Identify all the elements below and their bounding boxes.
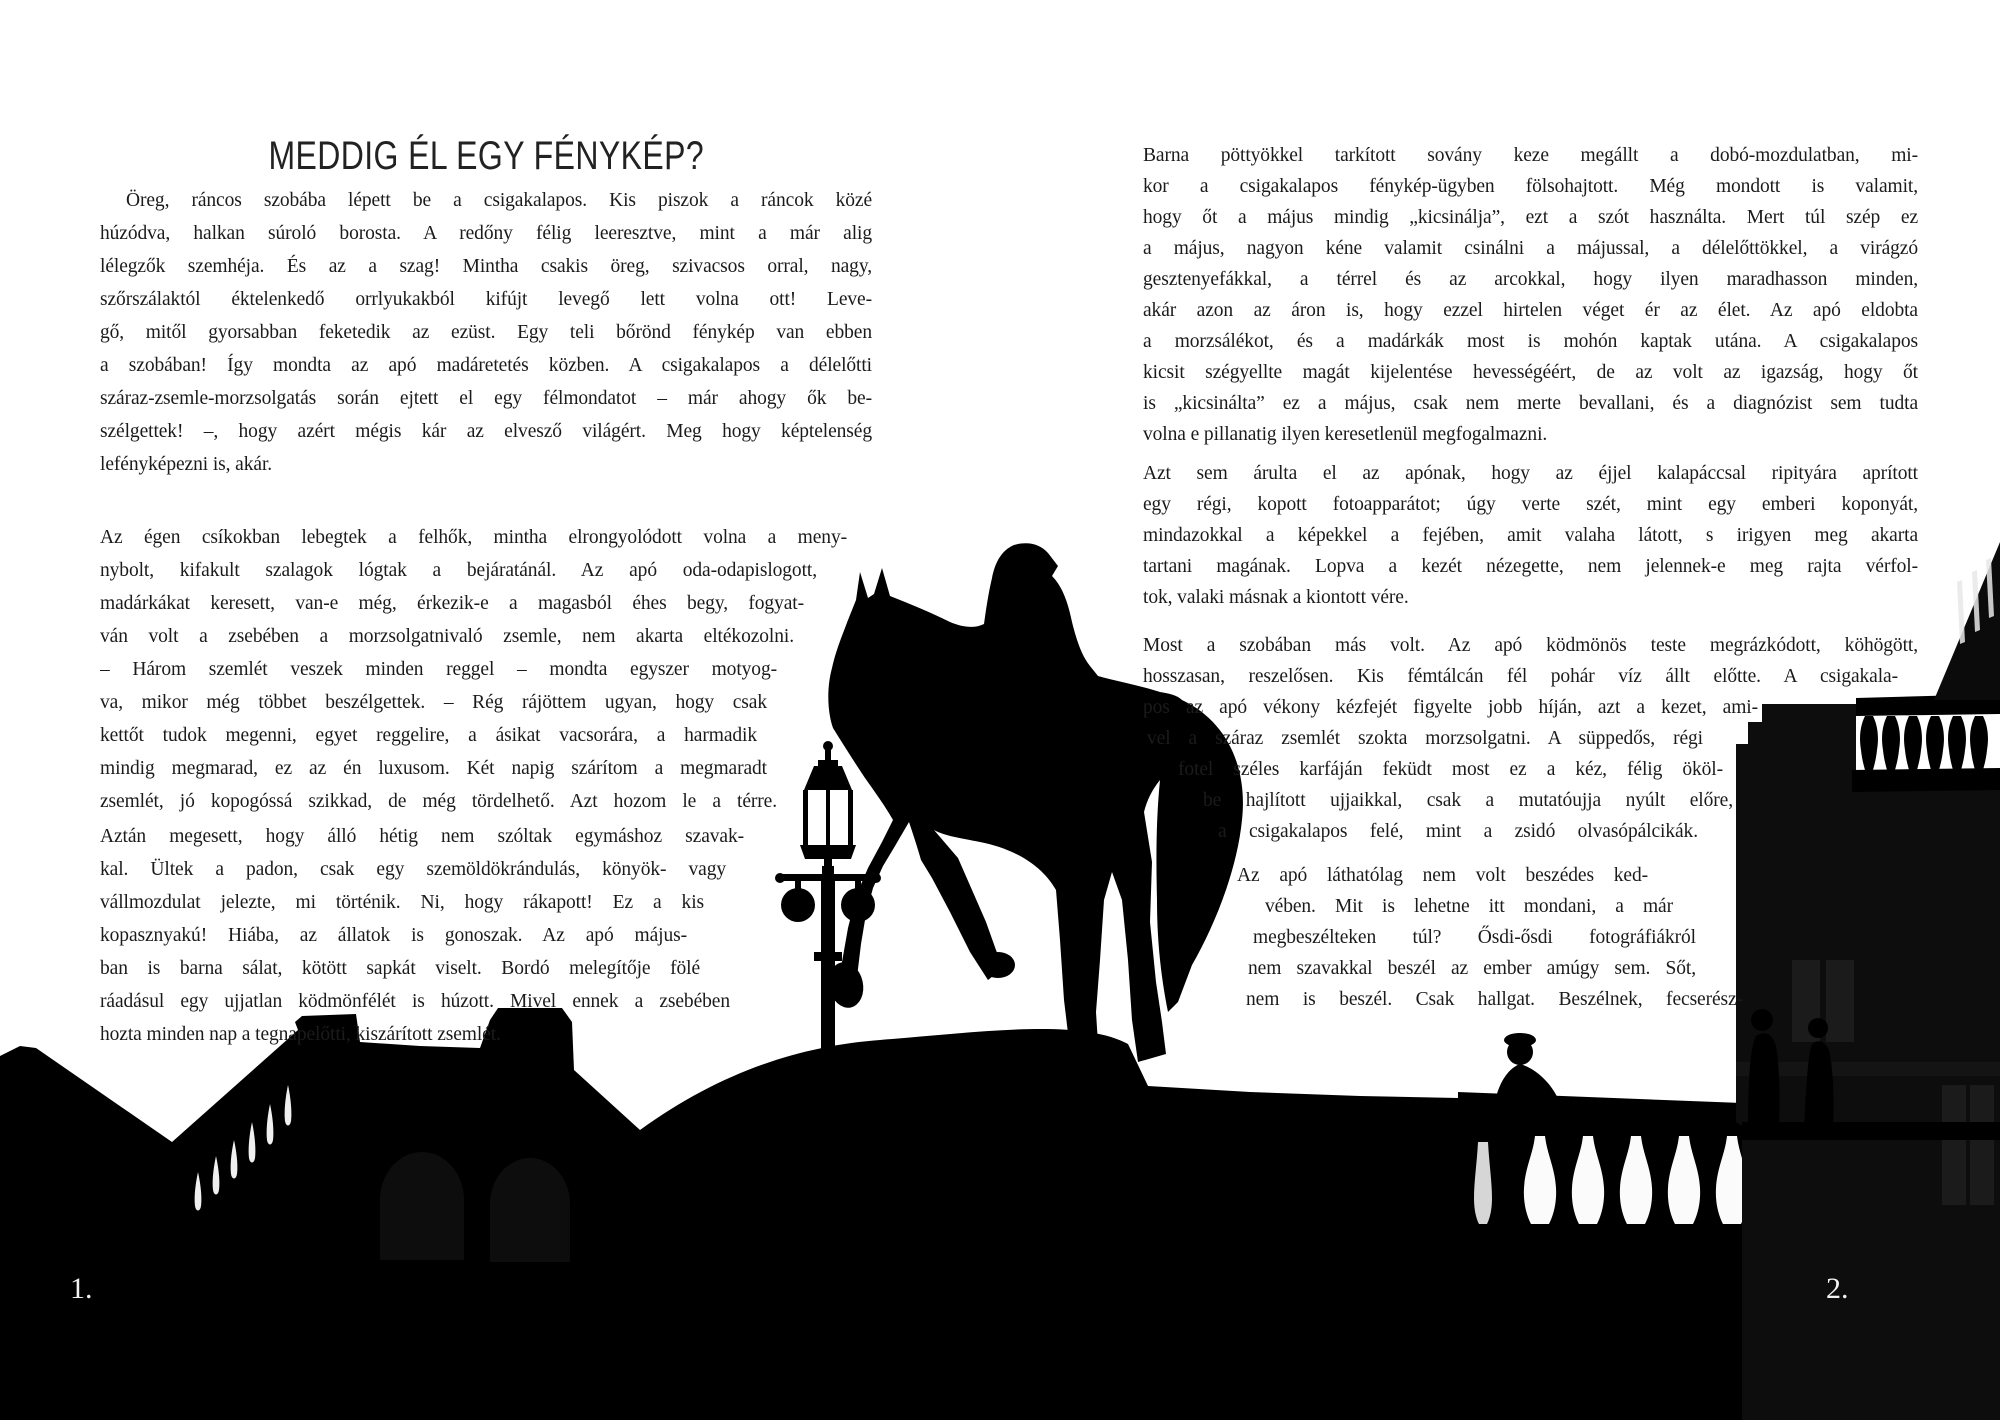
text-line: va, mikor még többet beszélgettek. – Rég rájöttem ugyan, hogy csak <box>100 692 767 713</box>
text-line: ván volt a zsebében a morzsolgatnivaló zsemle, nem akarta eltékozolni. <box>100 626 794 647</box>
text-line: kal. Ültek a padon, csak egy szemöldökrándulás, könyök- vagy <box>100 859 726 880</box>
text-line: is „kicsinálta” ez a május, csak nem merte bevallani, és a diagnózist sem tudta <box>1143 393 1918 414</box>
text-line: be hajlított ujjaikkal, csak a mutatóujja nyúlt előre, <box>1203 790 1733 811</box>
page-number-right: 2. <box>1826 1272 1849 1305</box>
paragraph <box>100 184 872 481</box>
text-line: kopasznyakú! Hiába, az állatok is gonoszak. Az apó május- <box>100 925 687 946</box>
text-line: gesztenyefákkal, a térrel és az arcokkal, hogy ilyen maradhasson minden, <box>1143 269 1918 290</box>
text-line: Barna pöttyökkel tarkított sovány keze megállt a dobó-mozdulatban, mi- <box>1143 145 1918 166</box>
text-line: lélegzők szemhéja. És az a szag! Mintha csakis öreg, szivacsos orral, nagy, <box>100 256 872 277</box>
text-line: pos az apó vékony kézfejét figyelte jobb híján, azt a kezet, ami- <box>1143 697 1758 718</box>
text-line: vében. Mit is lehetne itt mondani, a már <box>1265 896 1673 917</box>
text-line: kor a csigakalapos fénykép-ügyben fölsohajtott. Még mondott is valamit, <box>1143 176 1918 197</box>
text-line: hogy őt a május mindig „kicsinálja”, ezt a szót használta. Mert túl szép ez <box>1143 207 1918 228</box>
text-line: nem szavakkal beszél az ember amúgy sem. Sőt, <box>1248 958 1696 979</box>
text-line: volna e pillanatig ilyen keresetlenül megfogalmazni. <box>1143 424 1548 445</box>
text-line: szőrszálaktól éktelenkedő orrlyukakból kifújt levegő lett volna ott! Leve- <box>100 289 872 310</box>
text-line: vállmozdulat jelezte, mi történik. Ni, hogy rákapott! Ez a kis <box>100 892 704 913</box>
paragraph <box>1143 860 1918 1015</box>
text-line: – Három szemlét veszek minden reggel – mondta egyszer motyog- <box>100 659 777 680</box>
text-line: lefényképezni is, akár. <box>100 454 273 475</box>
text-line: Aztán megesett, hogy álló hétig nem szóltak egymáshoz szavak- <box>100 826 744 847</box>
text-line: mindig megmarad, ez az én luxusom. Két napig szárítom a megmaradt <box>100 758 767 779</box>
text-line: tok, valaki másnak a kiontott vére. <box>1143 587 1409 608</box>
text-line: fotel széles karfáján feküdt most ez a kéz, félig ököl- <box>1178 759 1723 780</box>
text-line: Az apó láthatólag nem volt beszédes ked- <box>1237 865 1648 886</box>
text-line: akár azon az áron is, hogy ezzel hirtelen véget ér az élet. Az apó eldobta <box>1143 300 1918 321</box>
text-line: húzódva, halkan súroló borosta. A redőny félig leeresztve, mint a már alig <box>100 223 872 244</box>
text-line: mindazokkal a képekkel a fejében, amit valaha látott, s irigyen meg akarta <box>1143 525 1918 546</box>
paragraph <box>100 820 872 1051</box>
text-line: gő, mitől gyorsabban feketedik az ezüst. Egy teli bőrönd fénykép van ebben <box>100 322 872 343</box>
text-line: vel a száraz zsemlét szokta morzsolgatni. A süppedős, régi <box>1147 728 1703 749</box>
text-line: tartani magának. Lopva a kezét nézegette, nem jelennek-e meg rajta vérfol- <box>1143 556 1918 577</box>
text-line: nem is beszél. Csak hallgat. Beszélnek, fecserész- <box>1246 989 1743 1010</box>
text-line: ban is barna sálat, kötött sapkát viselt. Bordó melegítője fölé <box>100 958 700 979</box>
text-line: ráadásul egy ujjatlan ködmönfélét is húzott. Mivel ennek a zsebében <box>100 991 730 1012</box>
text-line: hosszasan, reszelősen. Kis fémtálcán fél pohár víz állt előtte. A csigakala- <box>1143 666 1898 687</box>
text-line: száraz-zsemle-morzsolgatás során ejtett el egy félmondatot – már ahogy ők be- <box>100 388 872 409</box>
text-line: egy régi, kopott fotoapparátot; úgy verte szét, mint egy emberi koponyát, <box>1143 494 1918 515</box>
text-line: Öreg, ráncos szobába lépett be a csigakalapos. Kis piszok a ráncok közé <box>126 190 872 211</box>
text-line: madárkákat keresett, van-e még, érkezik-e a magasból éhes begy, fogyat- <box>100 593 804 614</box>
paragraph <box>1143 140 1918 450</box>
text-line: nybolt, kifakult szalagok lógtak a bejáratánál. Az apó oda-odapislogott, <box>100 560 817 581</box>
text-line: hozta minden nap a tegnapelőtti, kiszárított zsemlét. <box>100 1024 501 1045</box>
text-line: a szobában! Így mondta az apó madáretetés közben. A csigakalapos a délelőtti <box>100 355 872 376</box>
page-number-left: 1. <box>70 1272 93 1305</box>
paragraph <box>100 521 872 818</box>
text-line: a május, nagyon kéne valamit csinálni a májussal, a délelőttökkel, a virágzó <box>1143 238 1918 259</box>
text-line: kettőt tudok megenni, egyet reggelire, a ásikat vacsorára, a harmadik <box>100 725 757 746</box>
paragraph <box>1143 630 1918 847</box>
page-title: MEDDIG ÉL EGY FÉNYKÉP? <box>268 134 704 178</box>
text-line: Az égen csíkokban lebegtek a felhők, mintha elrongyolódott volna a meny- <box>100 527 847 548</box>
text-line: Azt sem árulta el az apónak, hogy az éjjel kalapáccsal ripityára aprított <box>1143 463 1918 484</box>
text-line: zsemlét, jó kopogóssá szikkad, de még tördelhető. Azt hozom le a térre. <box>100 791 777 812</box>
text-line: a csigakalapos felé, mint a zsidó olvasópálcikák. <box>1218 821 1698 842</box>
text-line: Most a szobában más volt. Az apó ködmönös teste megrázkódott, köhögött, <box>1143 635 1918 656</box>
text-line: a morzsálékot, és a madárkák most is mohón kaptak utána. A csigakalapos <box>1143 331 1918 352</box>
text-line: szélgettek! –, hogy azért mégis kár az elvesző világért. Meg hogy képtelenség <box>100 421 872 442</box>
paragraph <box>1143 458 1918 613</box>
text-line: kicsit szégyellte magát kijelentése hevességéért, de az volt az igazság, hogy őt <box>1143 362 1918 383</box>
text-line: megbeszélteken túl? Ősdi-ősdi fotográfiákról <box>1253 927 1696 948</box>
